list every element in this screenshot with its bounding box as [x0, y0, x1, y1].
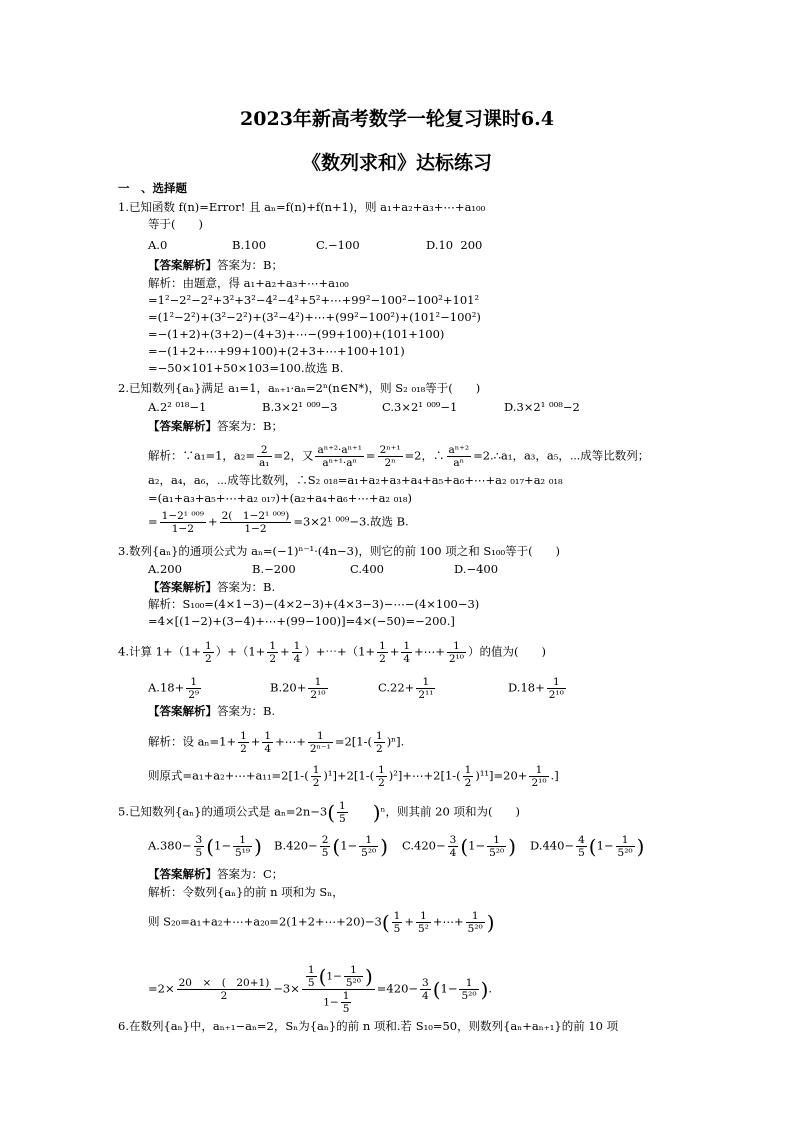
document-title: 2023年新高考数学一轮复习课时6.4: [240, 108, 554, 130]
q1-solution-line: =1²−2²−2²+3²+3²−4²−4²+5²+⋯+99²−100²−100²+101²: [148, 293, 480, 307]
q2-option-d: D.3×2¹ ⁰⁰⁸−2: [504, 400, 580, 414]
q3-solution-line: =4×[(1−2)+(3−4)+⋯+(99−100)]=4×(−50)=−200.]: [148, 614, 455, 628]
question-5-stem: 5.已知数列{aₙ}的通项公式是 aₙ=2n−3( $\frac{1}{5}$ )ⁿ，则其前 20 项和为( ): [118, 800, 520, 825]
q2-option-a: A.2² ⁰¹⁸−1: [148, 400, 207, 414]
q1-solution-line: =−(1+2+⋯+99+100)+(2+3+⋯+100+101): [148, 344, 405, 358]
q3-solution-line: 解析：S₁₀₀=(4×1−3)−(4×2−3)+(4×3−3)−⋯−(4×100−3): [148, 597, 480, 611]
q5-solution-line: =2× $\frac{20 \times ( 20+1)}{2}$ −3× $\frac{1}{5}$ (1− $\frac{1}{\text{5²⁰}}$ ) 1− $\frac{1}{5}$ =420− $\frac{3}{4}$ (1− $\frac{1}{\text{5²⁰}}$ ).: [148, 964, 493, 1015]
q2-answer: 【答案解析】答案为：B；: [148, 419, 283, 433]
q5-solution-line: 则 S₂₀=a₁+a₂+⋯+a₂₀=2(1+2+⋯+20)−3( $\frac{1}{5}$ + $\frac{1}{\text{5²}}$ +⋯+ $\frac{1}{\text{5²⁰}}$ ): [148, 910, 495, 935]
q4-answer: 【答案解析】答案为：B.: [148, 704, 276, 718]
q4-option-a: A.18+ $\frac{1}{\text{2⁹}}$: [148, 676, 200, 701]
q1-solution-line: =−50×101+50×103=100.故选 B.: [148, 361, 344, 375]
question-6-stem: 6.在数列{aₙ}中，aₙ₊₁−aₙ=2，Sₙ为{aₙ}的前 n 项和.若 S₁₀=50，则数列{aₙ+aₙ₊₁}的前 10 项: [118, 1019, 619, 1033]
q5-option-c: C.420− $\frac{3}{4}$ (1− $\frac{1}{\text{5²⁰}}$ ): [402, 834, 517, 859]
q1-solution-line: =−(1+2)+(3+2)−(4+3)+⋯−(99+100)+(101+100): [148, 327, 445, 341]
q1-answer: 【答案解析】答案为：B；: [148, 258, 283, 272]
q1-option-b: B.100: [232, 238, 267, 252]
q2-solution-line: =(a₁+a₃+a₅+⋯+a₂ ₀₁₇)+(a₂+a₄+a₆+⋯+a₂ ₀₁₈): [148, 491, 413, 505]
q3-option-c: C.400: [350, 562, 384, 576]
question-4-stem: 4.计算 1+（1+ $\frac{1}{2}$ ）+（1+ $\frac{1}{2}$ + $\frac{1}{4}$ ）+⋯+（1+ $\frac{1}{2}$ + $\frac{1}{4}$ +⋯+ $\frac{1}{\text{2¹⁰}}$ ）的值为( ): [118, 640, 546, 665]
q5-option-a: A.380− $\frac{3}{5}$ (1− $\frac{1}{\text{5¹⁹}}$ ): [148, 834, 262, 859]
q2-solution-line: = $\frac{\text{1−2¹ ⁰⁰⁹}}{1-2}$ + $\frac{\text{2( 1−2¹ ⁰⁰⁹)}}{1-2}$ =3×2¹ ⁰⁰⁹−3.故选 B.: [148, 510, 409, 535]
q4-solution-line: 则原式=a₁+a₂+⋯+a₁₁=2[1-( $\frac{1}{2}$ )¹]+2[1-( $\frac{1}{2}$ )²]+⋯+2[1-( $\frac{1}{2}$ )¹¹]=20+ $\frac{1}{\text{2¹⁰}}$ .]: [148, 764, 559, 789]
q1-option-a: A.0: [148, 238, 168, 252]
question-1-stem-cont: 等于( ): [148, 217, 203, 231]
document-subtitle: 《数列求和》达标练习: [301, 152, 492, 174]
q4-option-c: C.22+ $\frac{1}{\text{2¹¹}}$: [378, 676, 434, 701]
q4-option-d: D.18+ $\frac{1}{\text{2¹⁰}}$: [508, 676, 564, 701]
q2-option-c: C.3×2¹ ⁰⁰⁹−1: [382, 400, 458, 414]
question-1-stem: 1.已知函数 f(n)=Error! 且 aₙ=f(n)+f(n+1)，则 a₁+a₂+a₃+⋯+a₁₀₀: [118, 200, 486, 214]
q1-option-d: D.10 200: [426, 238, 483, 252]
q3-option-b: B.−200: [252, 562, 296, 576]
q5-option-b: B.420− $\frac{2}{5}$ (1− $\frac{1}{\text{5²⁰}}$ ): [274, 834, 389, 859]
q2-solution-line: a₂，a₄，a₆，⋯成等比数列，∴S₂ ₀₁₈=a₁+a₂+a₃+a₄+a₅+a₆+⋯+a₂ ₀₁₇+a₂ ₀₁₈: [148, 473, 563, 487]
question-3-stem: 3.数列{aₙ}的通项公式为 aₙ=(−1)ⁿ⁻¹·(4n−3)，则它的前 100 项之和 S₁₀₀等于( ): [118, 544, 561, 558]
q3-option-d: D.−400: [454, 562, 499, 576]
q5-solution-line: 解析：令数列{aₙ}的前 n 项和为 Sₙ，: [148, 885, 344, 899]
q5-option-d: D.440− $\frac{4}{5}$ (1− $\frac{1}{\text{5²⁰}}$ ): [530, 834, 645, 859]
q4-option-b: B.20+ $\frac{1}{\text{2¹⁰}}$: [270, 676, 326, 701]
q5-answer: 【答案解析】答案为：C；: [148, 867, 284, 881]
q2-option-b: B.3×2¹ ⁰⁰⁹−3: [262, 400, 338, 414]
q1-solution-line: =(1²−2²)+(3²−2²)+(3²−4²)+⋯+(99²−100²)+(101²−100²): [148, 310, 481, 324]
q1-solution-line: 解析：由题意，得 a₁+a₂+a₃+⋯+a₁₀₀: [148, 276, 349, 290]
q3-answer: 【答案解析】答案为：B.: [148, 580, 276, 594]
q4-solution-line: 解析：设 aₙ=1+ $\frac{1}{2}$ + $\frac{1}{4}$ +⋯+ $\frac{1}{\text{2ⁿ⁻¹}}$ =2[1-( $\frac{1}{2}$ )ⁿ].: [148, 730, 405, 755]
q3-option-a: A.200: [148, 562, 182, 576]
section-heading: 一 、选择题: [118, 181, 187, 195]
question-2-stem: 2.已知数列{aₙ}满足 a₁=1，aₙ₊₁·aₙ=2ⁿ(n∈N*)，则 S₂ ₀₁₈等于( ): [118, 381, 481, 395]
q2-solution-line: 解析：∵a₁=1，a₂= $\frac{2}{\text{a₁}}$ =2，又 $\frac{\text{aⁿ⁺²·aⁿ⁺¹}}{\text{aⁿ⁺¹·aⁿ}}$ = $\frac{\text{2ⁿ⁺¹}}{\text{2ⁿ}}$ =2，∴ $\frac{\text{aⁿ⁺²}}{\text{aⁿ}}$ =2.∴a₁，a₃，a₅，⋯成等比数列；: [148, 444, 650, 469]
q1-option-c: C.−100: [316, 238, 360, 252]
